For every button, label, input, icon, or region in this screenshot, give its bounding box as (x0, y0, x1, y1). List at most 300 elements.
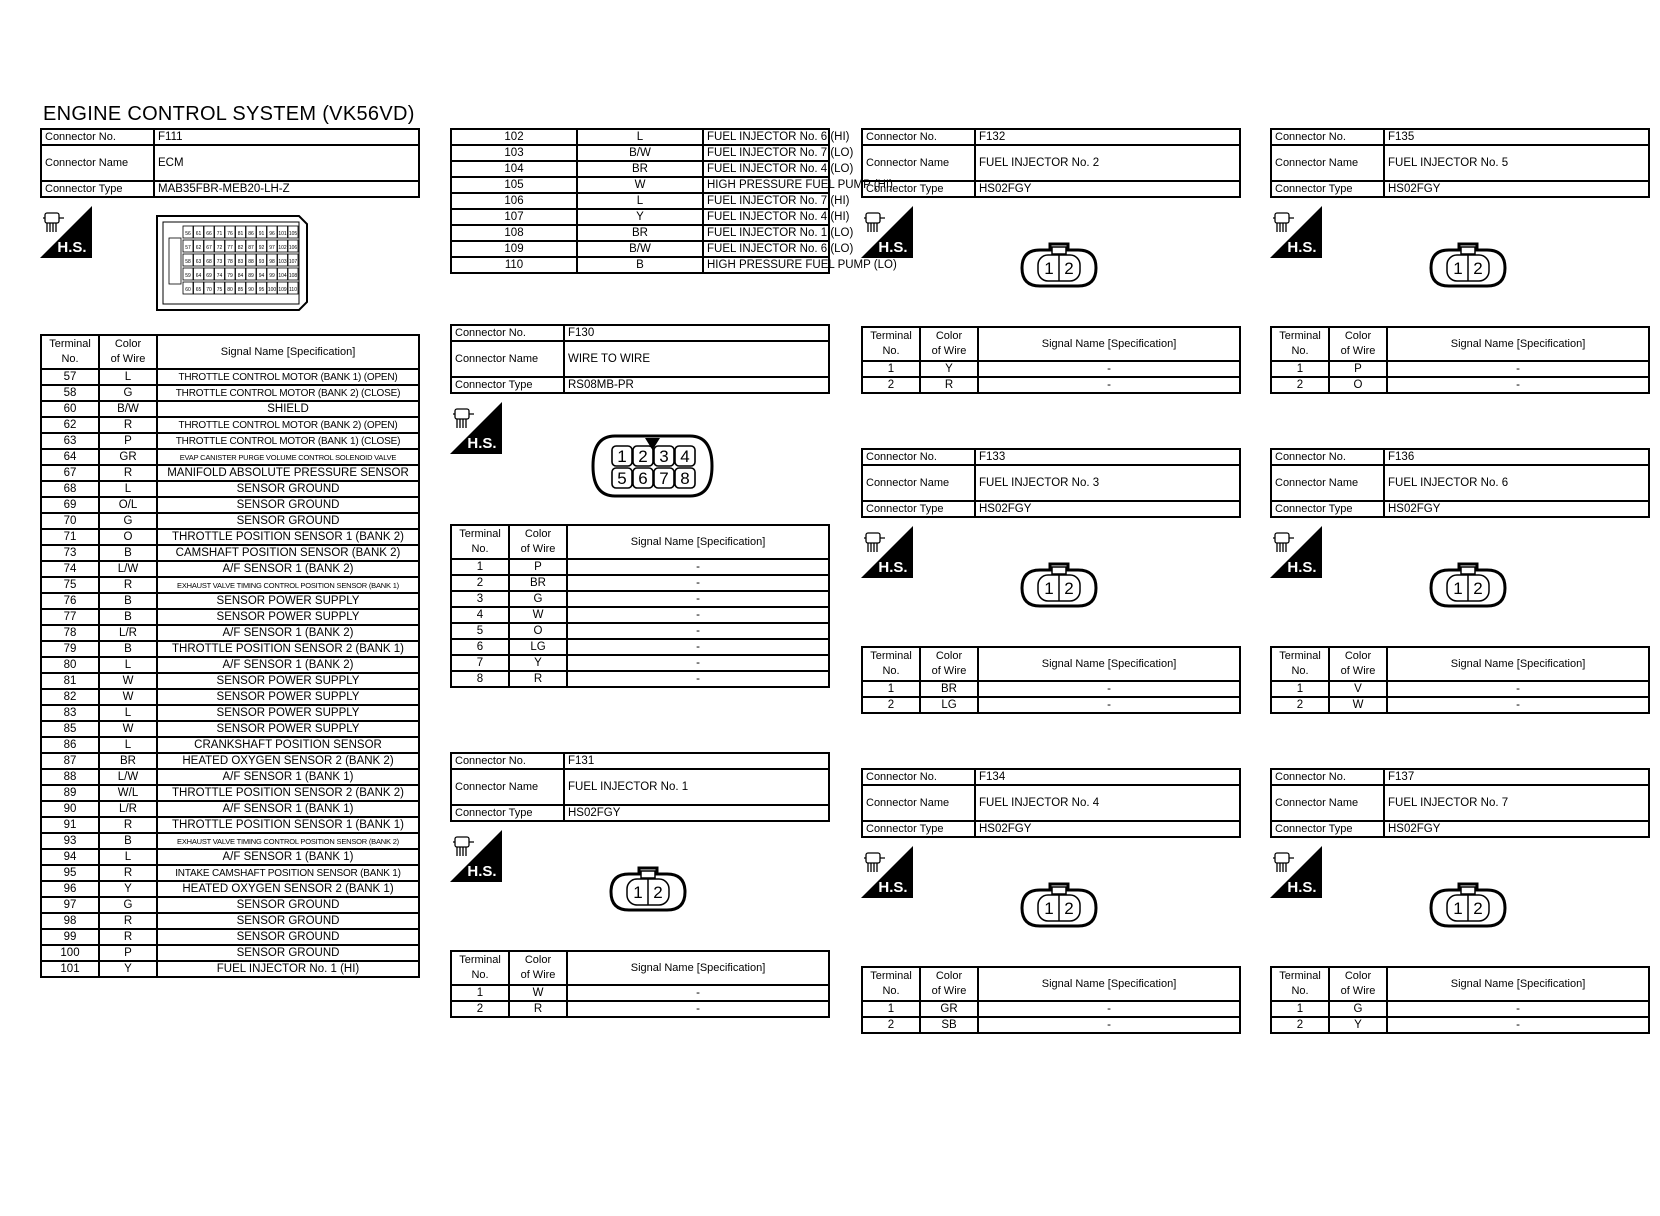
ecm-pin-number: 106 (288, 245, 298, 251)
terminal-no: 96 (41, 881, 99, 897)
connector-no-value: F130 (564, 325, 829, 341)
signal-name: - (567, 575, 829, 591)
table-row (41, 705, 419, 721)
connector-type-label: Connector Type (41, 181, 154, 197)
table-row (41, 785, 419, 801)
f136-connector-section (1270, 448, 1650, 714)
terminal-no: 8 (451, 671, 509, 687)
terminal-header: Terminal No. (1271, 327, 1329, 361)
pin-number: 1 (1453, 259, 1463, 278)
wire-color: L (99, 737, 157, 753)
f133-terminal-table (861, 646, 1241, 714)
ecm-pin-number: 99 (269, 273, 275, 279)
ecm-pin-number: 97 (269, 245, 275, 251)
table-row (862, 1017, 1240, 1033)
ecm-pin-number: 69 (206, 273, 212, 279)
table-row (862, 377, 1240, 393)
ecm-pin-number: 105 (288, 231, 298, 237)
ecm-pin-number: 94 (258, 273, 265, 279)
pin-number: 7 (659, 469, 669, 488)
signal-name: SENSOR POWER SUPPLY (157, 673, 419, 689)
connector-type-value: HS02FGY (564, 805, 829, 821)
wire-color: W (577, 177, 703, 193)
wire-color: W (99, 689, 157, 705)
ecm-pin-number: 77 (227, 245, 233, 251)
wire-color: L (99, 481, 157, 497)
terminal-no: 104 (451, 161, 577, 177)
ecm-pin-number: 90 (248, 287, 254, 293)
wire-color: R (99, 417, 157, 433)
connector-no-value: F111 (154, 129, 419, 145)
terminal-no: 1 (1271, 1001, 1329, 1017)
wire-color: B/W (99, 401, 157, 417)
f134-terminal-table (861, 966, 1241, 1034)
terminal-no: 2 (1271, 697, 1329, 713)
color-header: Color of Wire (1329, 647, 1387, 681)
signal-name: A/F SENSOR 1 (BANK 1) (157, 849, 419, 865)
terminal-no: 74 (41, 561, 99, 577)
table-row (451, 1001, 829, 1017)
ecm-pin-number: 75 (216, 287, 223, 293)
terminal-no: 108 (451, 225, 577, 241)
table-row (41, 769, 419, 785)
harness-side-icon (40, 206, 92, 258)
table-row (451, 209, 829, 225)
signal-name: - (1387, 697, 1649, 713)
f136-connector-info-table (1270, 448, 1650, 518)
harness-side-icon (450, 402, 502, 454)
wire-color: L/R (99, 625, 157, 641)
ecm-pin-number: 66 (206, 231, 212, 237)
table-row (41, 721, 419, 737)
signal-name: SENSOR GROUND (157, 897, 419, 913)
wire-color: L/W (99, 769, 157, 785)
wire-color: L (99, 657, 157, 673)
connector-no-value: F137 (1384, 769, 1649, 785)
table-row (1271, 377, 1649, 393)
terminal-no: 78 (41, 625, 99, 641)
wire-color: L (577, 129, 703, 145)
connector-type-label: Connector Type (1271, 821, 1384, 837)
connector-name-label: Connector Name (1271, 145, 1384, 181)
harness-side-icon (40, 206, 92, 258)
wire-color: LG (509, 639, 567, 655)
signal-name: SENSOR GROUND (157, 481, 419, 497)
ecm-pin-number: 109 (278, 287, 287, 293)
connector-no-label: Connector No. (862, 769, 975, 785)
ecm-pin-number: 80 (227, 287, 233, 293)
signal-name: FUEL INJECTOR No. 4 (HI) (703, 209, 829, 225)
terminal-header: Terminal No. (41, 335, 99, 369)
table-row (451, 559, 829, 575)
terminal-no: 82 (41, 689, 99, 705)
table-row (41, 561, 419, 577)
signal-name: SENSOR POWER SUPPLY (157, 721, 419, 737)
signal-name: SHIELD (157, 401, 419, 417)
ecm-pin-number: 107 (288, 259, 298, 265)
wire-color: Y (1329, 1017, 1387, 1033)
terminal-no: 69 (41, 497, 99, 513)
f132-connector-diagram (1018, 242, 1100, 290)
terminal-no: 2 (862, 1017, 920, 1033)
terminal-no: 1 (1271, 361, 1329, 377)
wire-color: BR (920, 681, 978, 697)
terminal-no: 62 (41, 417, 99, 433)
terminal-header: Terminal No. (451, 951, 509, 985)
wire-color: P (99, 945, 157, 961)
connector-no-value: F135 (1384, 129, 1649, 145)
terminal-no: 89 (41, 785, 99, 801)
ecm-pin-number: 81 (237, 231, 244, 237)
connector-name-label: Connector Name (862, 145, 975, 181)
pin-number: 2 (1064, 259, 1074, 278)
connector-type-label: Connector Type (862, 501, 975, 517)
terminal-no: 1 (862, 361, 920, 377)
wire-color: P (99, 433, 157, 449)
wire-color: G (509, 591, 567, 607)
signal-header: Signal Name [Specification] (567, 951, 829, 985)
terminal-no: 75 (41, 577, 99, 593)
f134-connector-section (861, 768, 1241, 1034)
signal-name: CAMSHAFT POSITION SENSOR (BANK 2) (157, 545, 419, 561)
connector-name-label: Connector Name (451, 341, 564, 377)
terminal-no: 2 (1271, 1017, 1329, 1033)
table-row (451, 225, 829, 241)
signal-name: SENSOR GROUND (157, 913, 419, 929)
terminal-header: Terminal No. (1271, 647, 1329, 681)
table-row (41, 817, 419, 833)
ecm-pin-number: 70 (206, 287, 212, 293)
hs-icon-label: H.S. (467, 435, 497, 452)
terminal-no: 6 (451, 639, 509, 655)
wire-color: O (509, 623, 567, 639)
terminal-no: 103 (451, 145, 577, 161)
table-row (41, 945, 419, 961)
table-row (1271, 681, 1649, 697)
terminal-no: 3 (451, 591, 509, 607)
ecm-connector-info-table (40, 128, 420, 198)
wire-color: B (99, 641, 157, 657)
terminal-no: 79 (41, 641, 99, 657)
color-header: Color of Wire (920, 327, 978, 361)
wire-color: Y (509, 655, 567, 671)
table-header-row (862, 647, 1240, 681)
ecm-pin-number: 76 (227, 231, 233, 237)
signal-name: - (567, 607, 829, 623)
pin-number: 1 (1044, 579, 1054, 598)
signal-name: A/F SENSOR 1 (BANK 1) (157, 769, 419, 785)
signal-name: - (978, 681, 1240, 697)
ecm-pin-number: 61 (195, 231, 202, 237)
pin-number: 2 (1473, 899, 1483, 918)
f134-connector-info-table (861, 768, 1241, 838)
signal-name: THROTTLE CONTROL MOTOR (BANK 1) (CLOSE) (157, 433, 419, 449)
table-row (862, 697, 1240, 713)
table-row (862, 681, 1240, 697)
signal-name: A/F SENSOR 1 (BANK 1) (157, 801, 419, 817)
table-row (451, 591, 829, 607)
table-row (41, 753, 419, 769)
signal-name: EVAP CANISTER PURGE VOLUME CONTROL SOLENOID VALVE (157, 449, 419, 465)
ecm-pin-number: 110 (289, 287, 297, 293)
ecm-connector-diagram (155, 212, 315, 316)
harness-side-icon (1270, 206, 1322, 258)
signal-name: CRANKSHAFT POSITION SENSOR (157, 737, 419, 753)
table-row (451, 177, 829, 193)
ecm-pin-number: 57 (185, 245, 191, 251)
ecm-pin-number: 86 (248, 231, 254, 237)
wire-color: L (99, 705, 157, 721)
color-header: Color of Wire (509, 525, 567, 559)
terminal-no: 1 (862, 681, 920, 697)
terminal-no: 4 (451, 607, 509, 623)
color-header: Color of Wire (920, 967, 978, 1001)
wire-color: BR (99, 753, 157, 769)
table-row (1271, 1017, 1649, 1033)
signal-name: - (978, 1001, 1240, 1017)
table-row (41, 609, 419, 625)
terminal-no: 107 (451, 209, 577, 225)
page-title: ENGINE CONTROL SYSTEM (VK56VD) (43, 103, 415, 125)
signal-name: THROTTLE POSITION SENSOR 1 (BANK 2) (157, 529, 419, 545)
terminal-header: Terminal No. (862, 327, 920, 361)
signal-name: FUEL INJECTOR No. 6 (LO) (703, 241, 829, 257)
connector-name-label: Connector Name (451, 769, 564, 805)
connector-no-label: Connector No. (862, 449, 975, 465)
table-row (41, 369, 419, 385)
wire-color: G (99, 513, 157, 529)
terminal-no: 86 (41, 737, 99, 753)
signal-name: - (978, 1017, 1240, 1033)
terminal-no: 58 (41, 385, 99, 401)
signal-name: THROTTLE POSITION SENSOR 1 (BANK 1) (157, 817, 419, 833)
wire-color: G (99, 897, 157, 913)
table-row (41, 833, 419, 849)
ecm-pin-number: 104 (278, 273, 287, 279)
terminal-no: 110 (451, 257, 577, 273)
wire-color: O (99, 529, 157, 545)
terminal-header: Terminal No. (862, 647, 920, 681)
table-row (451, 193, 829, 209)
signal-name: - (978, 361, 1240, 377)
signal-name: SENSOR POWER SUPPLY (157, 705, 419, 721)
pin-number: 2 (1473, 579, 1483, 598)
connector-name-value: FUEL INJECTOR No. 2 (975, 145, 1240, 181)
table-row (41, 801, 419, 817)
signal-name: - (1387, 1001, 1649, 1017)
hs-icon-label: H.S. (1287, 559, 1317, 576)
table-row (41, 913, 419, 929)
table-row (41, 641, 419, 657)
table-row (41, 529, 419, 545)
table-header-row (1271, 327, 1649, 361)
signal-name: EXHAUST VALVE TIMING CONTROL POSITION SENSOR (BANK 2) (157, 833, 419, 849)
ecm-pin-number: 87 (248, 245, 254, 251)
f133-connector-info-table (861, 448, 1241, 518)
signal-name: A/F SENSOR 1 (BANK 2) (157, 561, 419, 577)
signal-name: SENSOR GROUND (157, 497, 419, 513)
table-header-row (862, 967, 1240, 1001)
wire-color: R (509, 671, 567, 687)
table-row (451, 655, 829, 671)
ecm-terminal-table (40, 334, 420, 978)
wire-color: Y (99, 961, 157, 977)
terminal-no: 1 (862, 1001, 920, 1017)
wire-color: R (99, 865, 157, 881)
hs-icon-label: H.S. (878, 879, 908, 896)
pin-number: 2 (1064, 899, 1074, 918)
signal-name: - (1387, 1017, 1649, 1033)
terminal-no: 102 (451, 129, 577, 145)
table-header-row (862, 327, 1240, 361)
ecm-pin-number: 67 (206, 245, 212, 251)
f137-connector-info-table (1270, 768, 1650, 838)
connector-type-value: HS02FGY (975, 181, 1240, 197)
terminal-no: 2 (1271, 377, 1329, 393)
table-row (451, 607, 829, 623)
signal-header: Signal Name [Specification] (567, 525, 829, 559)
signal-name: HEATED OXYGEN SENSOR 2 (BANK 2) (157, 753, 419, 769)
table-row (41, 417, 419, 433)
wire-color: BR (509, 575, 567, 591)
signal-name: HIGH PRESSURE FUEL PUMP (HI) (703, 177, 829, 193)
color-header: Color of Wire (509, 951, 567, 985)
signal-name: HIGH PRESSURE FUEL PUMP (LO) (703, 257, 829, 273)
wire-color: O (1329, 377, 1387, 393)
signal-name: THROTTLE CONTROL MOTOR (BANK 2) (CLOSE) (157, 385, 419, 401)
connector-no-value: F136 (1384, 449, 1649, 465)
terminal-no: 97 (41, 897, 99, 913)
pin-number: 8 (680, 469, 690, 488)
terminal-no: 64 (41, 449, 99, 465)
connector-no-label: Connector No. (862, 129, 975, 145)
table-row (451, 985, 829, 1001)
terminal-no: 2 (451, 1001, 509, 1017)
f131-connector-info-table (450, 752, 830, 822)
ecm-pin-number: 84 (237, 273, 244, 279)
wire-color: W (99, 673, 157, 689)
signal-name: THROTTLE POSITION SENSOR 2 (BANK 1) (157, 641, 419, 657)
ecm-pin-number: 96 (269, 231, 275, 237)
f135-connector-diagram (1427, 242, 1509, 290)
ecm-pin-number: 103 (278, 259, 287, 265)
connector-type-label: Connector Type (1271, 501, 1384, 517)
terminal-no: 80 (41, 657, 99, 673)
table-row (1271, 1001, 1649, 1017)
table-row (451, 671, 829, 687)
ecm-pin-number: 62 (195, 245, 202, 251)
terminal-header: Terminal No. (451, 525, 509, 559)
f134-connector-diagram (1018, 882, 1100, 930)
terminal-no: 105 (451, 177, 577, 193)
terminal-no: 83 (41, 705, 99, 721)
harness-side-icon (450, 402, 502, 454)
wire-color: B (99, 593, 157, 609)
terminal-no: 71 (41, 529, 99, 545)
wire-color: GR (920, 1001, 978, 1017)
f135-connector-section (1270, 128, 1650, 394)
terminal-no: 99 (41, 929, 99, 945)
signal-name: SENSOR POWER SUPPLY (157, 609, 419, 625)
ecm-pin-number: 64 (195, 273, 202, 279)
table-row (41, 881, 419, 897)
wire-color: P (509, 559, 567, 575)
table-row (1271, 361, 1649, 377)
hs-icon-label: H.S. (878, 559, 908, 576)
wire-color: BR (577, 225, 703, 241)
terminal-header: Terminal No. (862, 967, 920, 1001)
terminal-no: 2 (862, 377, 920, 393)
signal-header: Signal Name [Specification] (1387, 327, 1649, 361)
wire-color: Y (577, 209, 703, 225)
table-row (451, 623, 829, 639)
wire-color: L (99, 849, 157, 865)
table-row (41, 929, 419, 945)
signal-name: - (1387, 361, 1649, 377)
wire-color: G (1329, 1001, 1387, 1017)
wire-color: B (577, 257, 703, 273)
ecm-pin-number: 82 (237, 245, 244, 251)
terminal-no: 2 (862, 697, 920, 713)
ecm-connector-section (40, 128, 420, 978)
harness-side-icon (861, 526, 913, 578)
connector-no-value: F131 (564, 753, 829, 769)
pin-number: 3 (659, 447, 669, 466)
wire-color: P (1329, 361, 1387, 377)
signal-name: SENSOR POWER SUPPLY (157, 689, 419, 705)
signal-name: SENSOR GROUND (157, 513, 419, 529)
harness-side-icon (1270, 846, 1322, 898)
connector-name-label: Connector Name (1271, 465, 1384, 501)
wire-color: R (509, 1001, 567, 1017)
terminal-no: 60 (41, 401, 99, 417)
connector-name-value: FUEL INJECTOR No. 5 (1384, 145, 1649, 181)
signal-name: FUEL INJECTOR No. 1 (LO) (703, 225, 829, 241)
wire-color: GR (99, 449, 157, 465)
table-row (41, 865, 419, 881)
pin-number: 2 (638, 447, 648, 466)
signal-name: - (978, 377, 1240, 393)
wire-color: O/L (99, 497, 157, 513)
harness-side-icon (861, 206, 913, 258)
hs-icon-label: H.S. (1287, 239, 1317, 256)
hs-icon-label: H.S. (467, 863, 497, 880)
wire-color: Y (920, 361, 978, 377)
f136-terminal-table (1270, 646, 1650, 714)
ecm-pin-number: 60 (185, 287, 191, 293)
terminal-no: 68 (41, 481, 99, 497)
table-row (41, 385, 419, 401)
wire-color: R (99, 929, 157, 945)
table-row (41, 689, 419, 705)
connector-type-label: Connector Type (451, 377, 564, 393)
f130-terminal-table (450, 524, 830, 688)
table-row (41, 593, 419, 609)
signal-name: - (567, 1001, 829, 1017)
table-row (41, 465, 419, 481)
f137-connector-section (1270, 768, 1650, 1034)
connector-no-value: F134 (975, 769, 1240, 785)
ecm-pin-number: 68 (206, 259, 212, 265)
wire-color: L/R (99, 801, 157, 817)
color-header: Color of Wire (1329, 967, 1387, 1001)
signal-header: Signal Name [Specification] (978, 967, 1240, 1001)
terminal-no: 2 (451, 575, 509, 591)
table-row (451, 639, 829, 655)
connector-no-label: Connector No. (1271, 129, 1384, 145)
wire-color: L (577, 193, 703, 209)
ecm-pin-number: 93 (258, 259, 265, 265)
